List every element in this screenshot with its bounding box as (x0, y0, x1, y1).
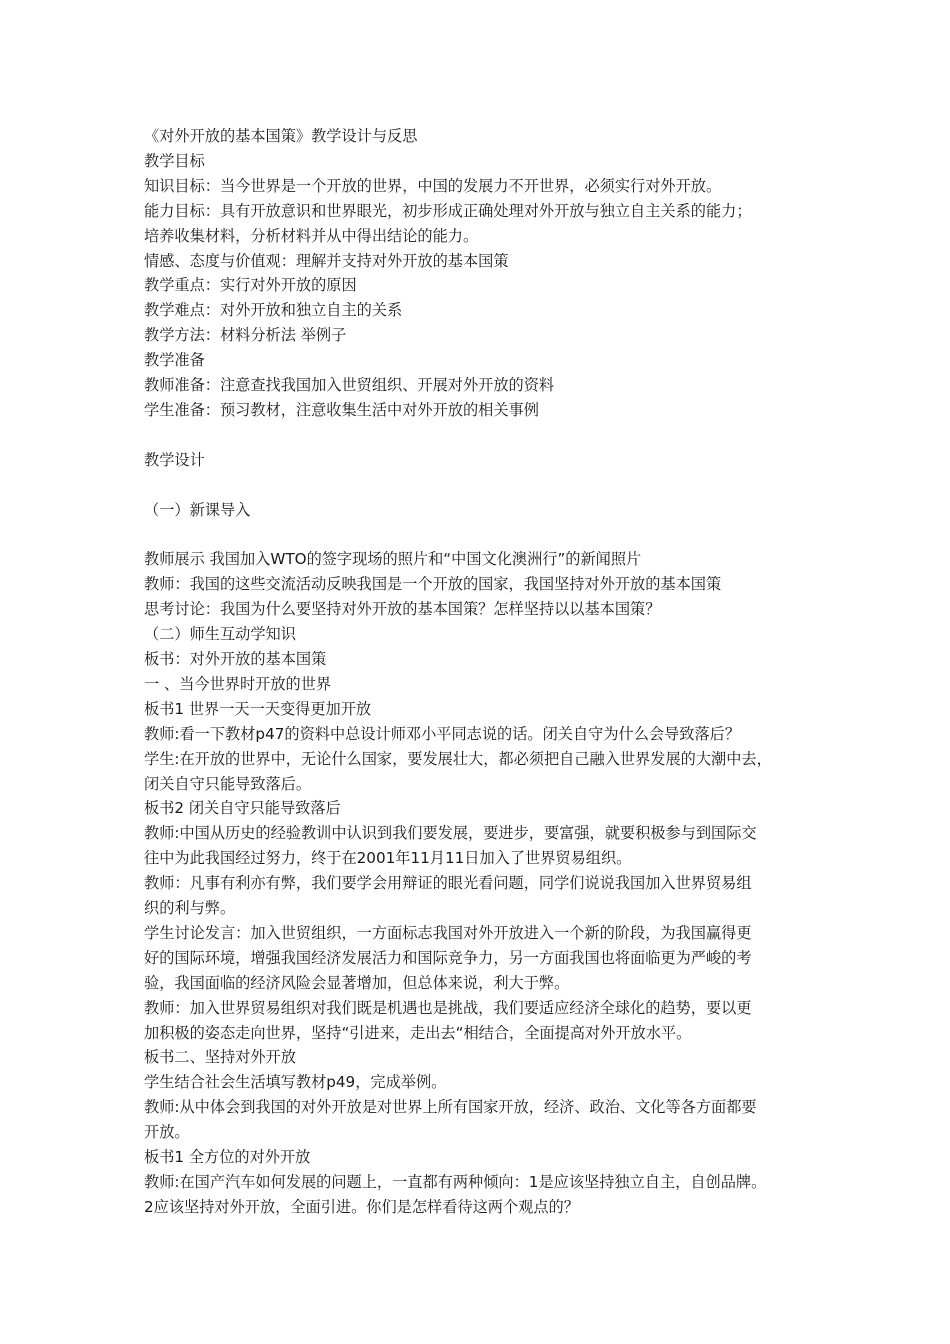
text-line: 教师:看一下教材p47的资料中总设计师邓小平同志说的话。闭关自守为什么会导致落后？ (144, 724, 741, 743)
text-line: 板书二、坚持对外开放 (144, 1048, 296, 1067)
text-line: 板书2 闭关自守只能导致落后 (144, 799, 341, 818)
text-line: 闭关自守只能导致落后。 (144, 774, 312, 793)
section-heading: （一）新课导入 (144, 500, 251, 519)
text-line: 往中为此我国经过努力，终于在2001年11月11日加入了世界贸易组织。 (144, 849, 632, 868)
text-line: 能力目标：具有开放意识和世界眼光，初步形成正确处理对外开放与独立自主关系的能力； (144, 201, 752, 220)
text-line: 教师：我国的这些交流活动反映我国是一个开放的国家，我国坚持对外开放的基本国策 (144, 575, 722, 594)
text-line: 织的利与弊。 (144, 899, 236, 918)
text-line: 教学准备 (144, 351, 205, 370)
text-line: 情感、态度与价值观：理解并支持对外开放的基本国策 (144, 251, 509, 270)
text-line: 教学重点：实行对外开放的原因 (144, 276, 357, 295)
text-line: 板书1 世界一天一天变得更加开放 (144, 699, 372, 718)
document-title: 《对外开放的基本国策》教学设计与反思 (144, 127, 418, 145)
text-line: 知识目标：当今世界是一个开放的世界，中国的发展力不开世界，必须实行对外开放。 (144, 176, 722, 195)
text-line: 教师：凡事有利亦有弊，我们要学会用辩证的眼光看问题，同学们说说我国加入世界贸易组 (144, 874, 752, 893)
text-line: 教学难点：对外开放和独立自主的关系 (144, 301, 403, 320)
text-line: 加积极的姿态走向世界，坚持“引进来，走出去“相结合，全面提高对外开放水平。 (144, 1023, 692, 1042)
text-line: 验，我国面临的经济风险会显著增加，但总体来说，利大于弊。 (144, 973, 570, 992)
text-line: 教学方法：材料分析法 举例子 (144, 326, 347, 345)
text-line: 培养收集材料，分析材料并从中得出结论的能力。 (144, 226, 479, 245)
blank-line (144, 473, 824, 498)
blank-line (144, 423, 824, 448)
text-line: 2应该坚持对外开放，全面引进。你们是怎样看待这两个观点的？ (144, 1197, 579, 1216)
text-line: 好的国际环境，增强我国经济发展活力和国际竞争力，另一方面我国也将面临更为严峻的考 (144, 948, 752, 967)
text-line: 教师:在国产汽车如何发展的问题上，一直都有两种倾向：1是应该坚持独立自主，自创品牌。 (144, 1173, 767, 1192)
text-line: 板书：对外开放的基本国策 (144, 649, 327, 668)
text-line: 板书1 全方位的对外开放 (144, 1148, 311, 1167)
section-heading: 教学设计 (144, 450, 205, 469)
text-line: 学生准备：预习教材，注意收集生活中对外开放的相关事例 (144, 400, 539, 419)
text-line: 教师:中国从历史的经验教训中认识到我们要发展，要进步，要富强，就要积极参与到国际交 (144, 824, 757, 843)
text-line: 学生:在开放的世界中，无论什么国家，要发展壮大，都必须把自己融入世界发展的大潮中去， (144, 749, 772, 768)
document-body (144, 124, 824, 1220)
text-line: 思考讨论：我国为什么要坚持对外开放的基本国策？怎样坚持以以基本国策？ (144, 600, 661, 619)
text-line: 开放。 (144, 1123, 190, 1142)
text-line: 教师:从中体会到我国的对外开放是对世界上所有国家开放，经济、政治、文化等各方面都要 (144, 1098, 757, 1117)
text-line: 教学目标 (144, 151, 205, 170)
text-line: 教师：加入世界贸易组织对我们既是机遇也是挑战，我们要适应经济全球化的趋势，要以更 (144, 998, 752, 1017)
text-line: 学生讨论发言：加入世贸组织，一方面标志我国对外开放进入一个新的阶段，为我国赢得更 (144, 923, 752, 942)
text-line: 教师准备：注意查找我国加入世贸组织、开展对外开放的资料 (144, 376, 555, 395)
text-line: 一 、当今世界时开放的世界 (144, 674, 332, 693)
text-line: （二）师生互动学知识 (144, 625, 296, 644)
blank-line (144, 522, 824, 547)
text-line: 教师展示 我国加入WTO的签字现场的照片和“中国文化澳洲行”的新闻照片 (144, 550, 642, 569)
text-line: 学生结合社会生活填写教材p49，完成举例。 (144, 1073, 447, 1092)
